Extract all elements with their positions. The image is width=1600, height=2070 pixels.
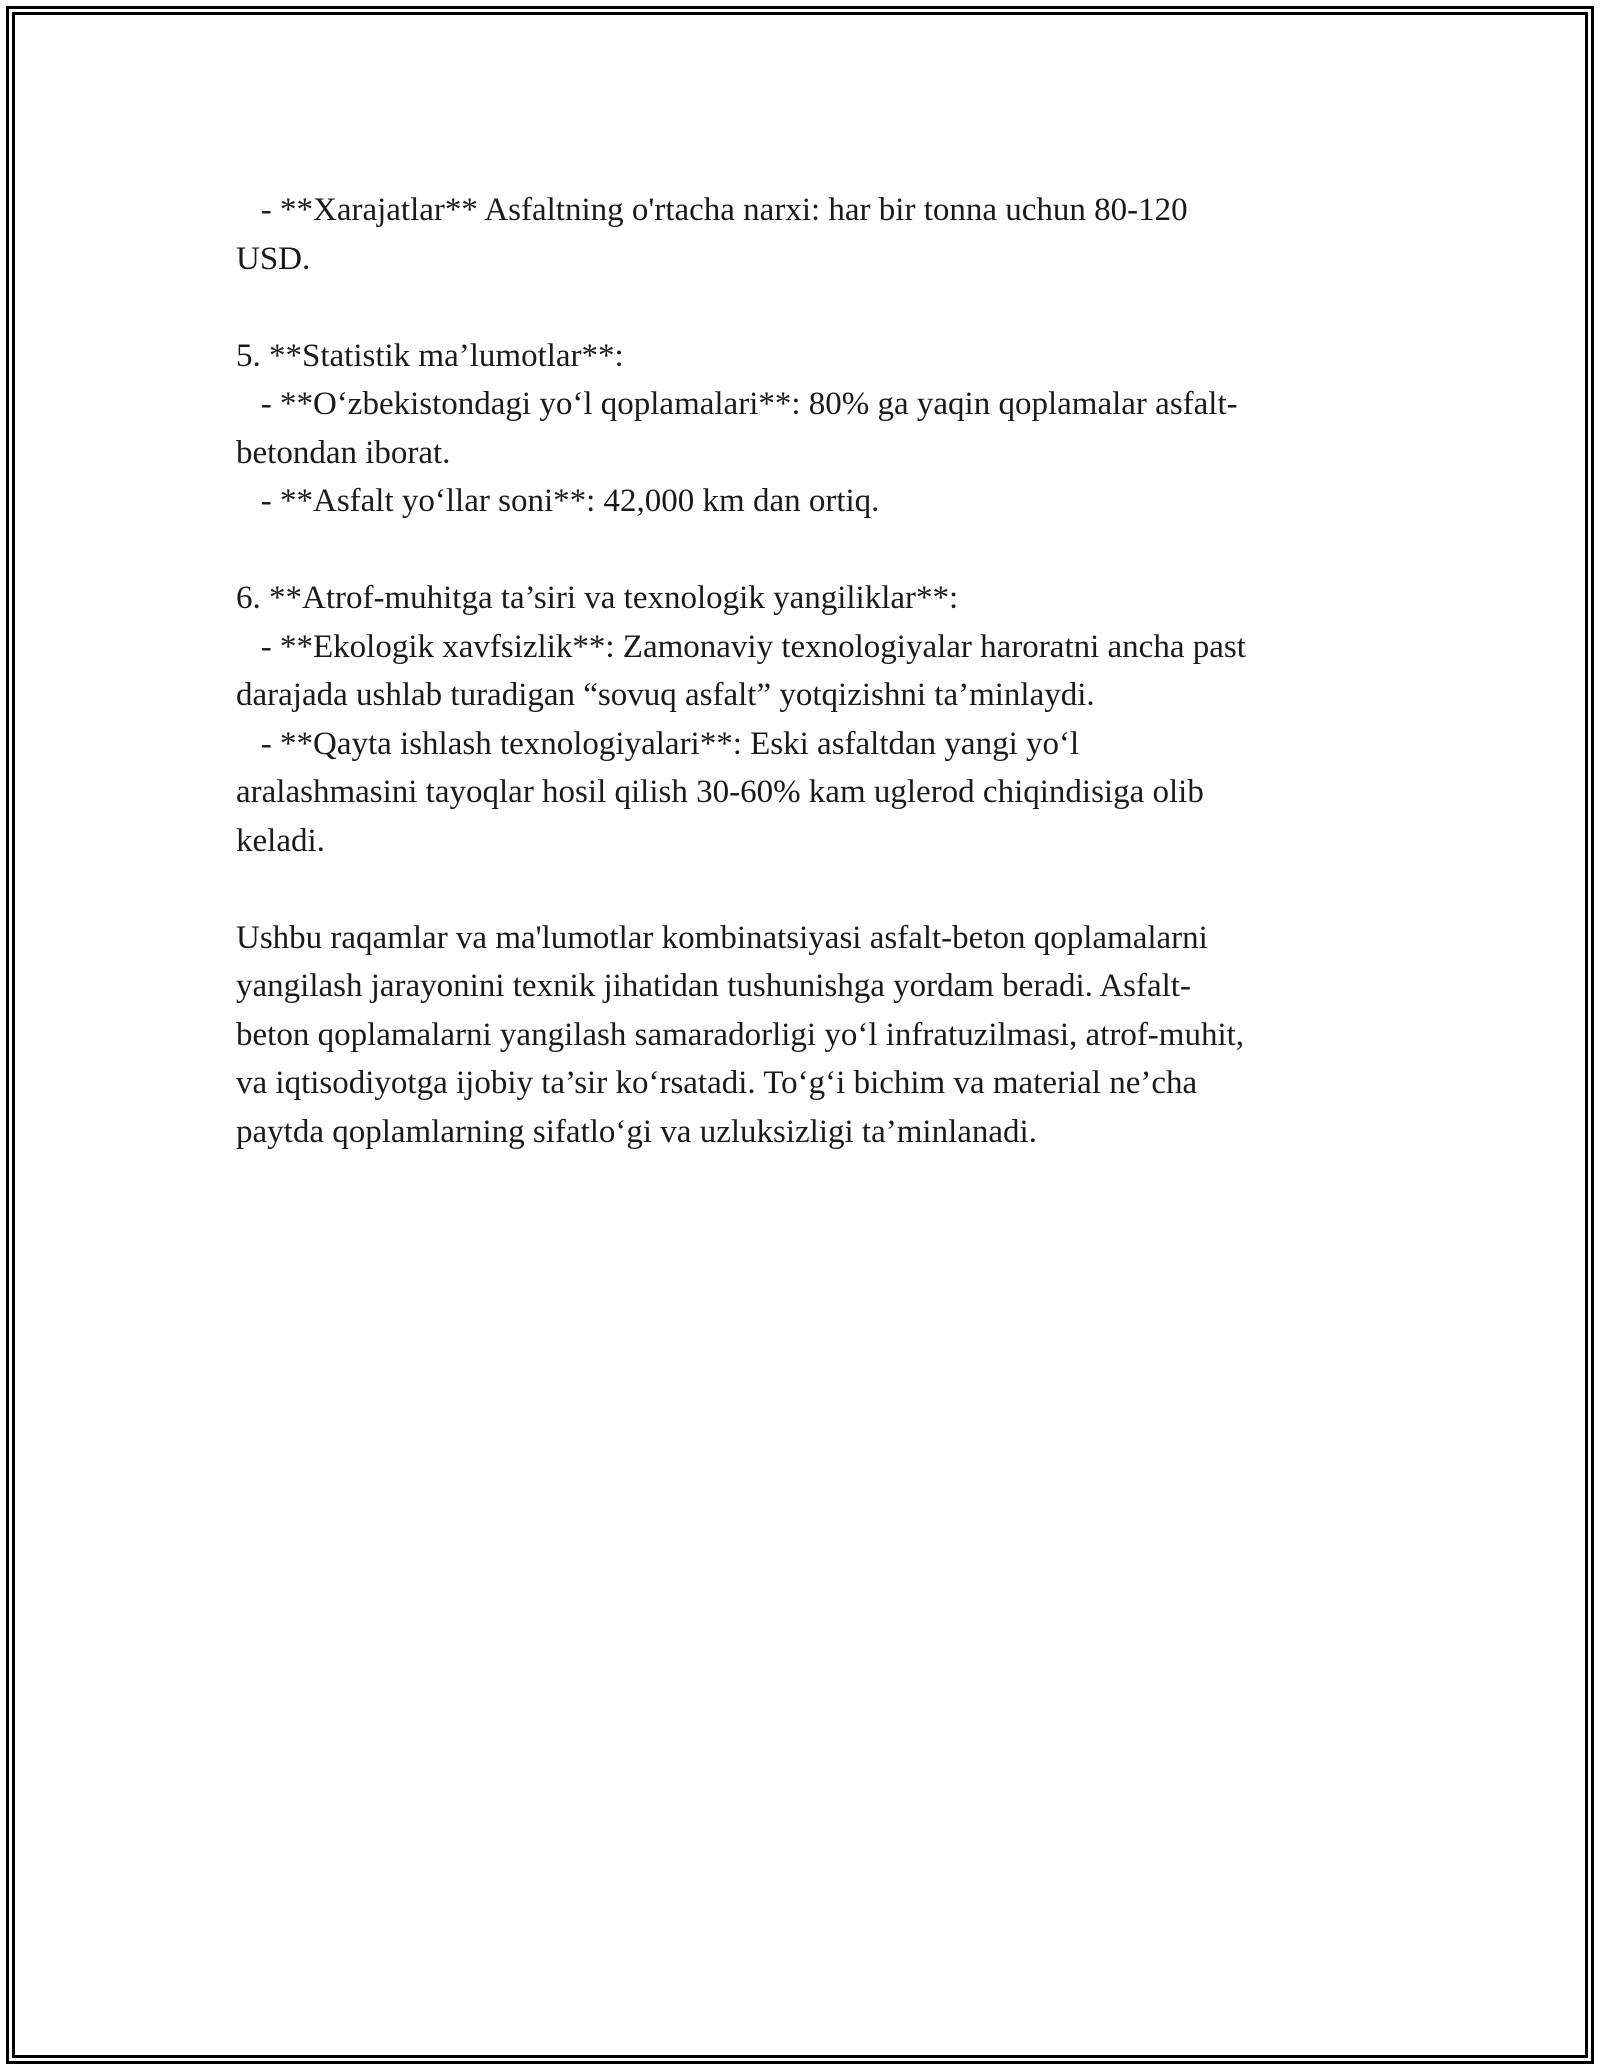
ecology-item-line-2: darajada ushlab turadigan “sovuq asfalt” yotqizishni ta’minlaydi. <box>236 677 1095 713</box>
conclusion-line-3: beton qoplamalarni yangilash samaradorligi yo‘l infratuzilmasi, atrof-muhit, <box>236 1016 1245 1053</box>
recycling-item-line-3: keladi. <box>236 822 325 859</box>
cost-item-line-2: USD. <box>236 240 311 277</box>
recycling-item-line-1: - **Qayta ishlash texnologiyalari**: Eski asfaltdan yangi yo‘l <box>236 725 1080 762</box>
ecology-item-line-1: - **Ekologik xavfsizlik**: Zamonaviy texnologiyalar haroratni ancha past <box>236 628 1246 665</box>
cost-item-block <box>236 186 1366 283</box>
statistics-heading: 5. **Statistik ma’lumotlar**: <box>236 337 624 374</box>
paragraph-gap <box>236 526 1366 575</box>
paragraph-gap <box>236 865 1366 914</box>
road-coverage-item-line-1: - **O‘zbekistondagi yo‘l qoplamalari**: 80% ga yaqin qoplamalar asfalt- <box>236 386 1238 422</box>
environment-heading: 6. **Atrof-muhitga ta’siri va texnologik yangiliklar**: <box>236 580 959 616</box>
conclusion-paragraph <box>236 914 1366 1157</box>
recycling-item-line-2: aralashmasini tayoqlar hosil qilish 30-60% kam uglerod chiqindisiga olib <box>236 774 1204 810</box>
conclusion-line-2: yangilash jarayonini texnik jihatidan tushunishga yordam beradi. Asfalt- <box>236 968 1191 1004</box>
conclusion-line-4: va iqtisodiyotga ijobiy ta’sir ko‘rsatadi. To‘g‘i bichim va material ne’cha <box>236 1065 1198 1101</box>
road-length-item: - **Asfalt yo‘llar soni**: 42,000 km dan ortiq. <box>236 483 880 519</box>
conclusion-line-5: paytda qoplamlarning sifatlo‘gi va uzluksizligi ta’minlanadi. <box>236 1113 1037 1150</box>
environment-section <box>236 574 1366 865</box>
cost-item-line-1: - **Xarajatlar** Asfaltning o'rtacha narxi: har bir tonna uchun 80-120 <box>236 192 1188 228</box>
conclusion-line-1: Ushbu raqamlar va ma'lumotlar kombinatsiyasi asfalt-beton qoplamalarni <box>236 919 1208 956</box>
paragraph-gap <box>236 283 1366 332</box>
statistics-section <box>236 332 1366 526</box>
road-coverage-item-line-2: betondan iborat. <box>236 434 451 471</box>
document-body <box>236 186 1366 1156</box>
